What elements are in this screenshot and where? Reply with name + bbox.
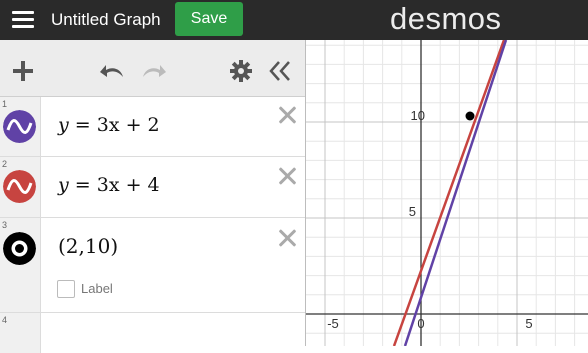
line-y-3x-plus-2[interactable]	[405, 40, 506, 346]
line-color-icon[interactable]	[3, 110, 36, 143]
row-number: 1	[2, 99, 8, 109]
expression-rhs: 3x + 2	[96, 114, 160, 136]
label-checkbox[interactable]	[57, 280, 75, 298]
point-expression[interactable]: (2,10)	[58, 234, 119, 258]
delete-icon[interactable]	[276, 104, 298, 126]
delete-icon[interactable]	[276, 165, 298, 187]
empty-expression-row[interactable]	[0, 313, 305, 353]
expression-formula[interactable]: y = 3x + 4	[58, 174, 160, 196]
delete-icon[interactable]	[276, 227, 298, 249]
expression-row[interactable]	[0, 97, 305, 157]
expression-formula[interactable]: y = 3x + 2	[58, 114, 160, 136]
row-number: 3	[2, 220, 8, 230]
hamburger-icon[interactable]	[12, 10, 34, 30]
major-grid	[306, 40, 588, 346]
y-tick-label: 10	[410, 108, 425, 123]
minor-grid	[306, 40, 588, 346]
row-number: 2	[2, 159, 8, 169]
expression-list	[0, 40, 306, 346]
desmos-logo: desmos	[390, 1, 502, 36]
graph-title[interactable]: Untitled Graph	[51, 10, 161, 29]
top-bar	[0, 0, 588, 40]
graph-canvas[interactable]	[306, 40, 588, 346]
settings-icon[interactable]	[230, 60, 252, 82]
row-gutter	[0, 157, 41, 217]
row-gutter	[0, 218, 41, 312]
add-icon[interactable]	[12, 60, 34, 82]
point-color-icon[interactable]	[3, 232, 36, 265]
x-tick-label: 5	[525, 316, 533, 331]
collapse-icon[interactable]	[268, 59, 292, 83]
undo-icon[interactable]	[99, 60, 127, 82]
label-checkbox-text: Label	[81, 281, 113, 296]
row-number: 4	[2, 315, 8, 325]
y-tick-label: 5	[408, 204, 416, 219]
expression-lhs: y	[58, 114, 69, 136]
line-y-3x-plus-4[interactable]	[394, 40, 504, 346]
expression-row[interactable]	[0, 218, 305, 313]
x-tick-label: 0	[417, 316, 425, 331]
expression-rhs: 3x + 4	[96, 174, 160, 196]
row-gutter	[0, 97, 41, 156]
expression-lhs: y	[58, 174, 69, 196]
point-2-10[interactable]	[466, 112, 475, 121]
expression-toolbar	[0, 40, 305, 97]
x-tick-label: -5	[327, 316, 339, 331]
row-gutter	[0, 313, 41, 353]
axes	[306, 40, 588, 346]
redo-icon[interactable]	[139, 60, 167, 82]
line-color-icon[interactable]	[3, 170, 36, 203]
expression-row[interactable]	[0, 157, 305, 218]
save-button[interactable]: Save	[175, 2, 243, 36]
